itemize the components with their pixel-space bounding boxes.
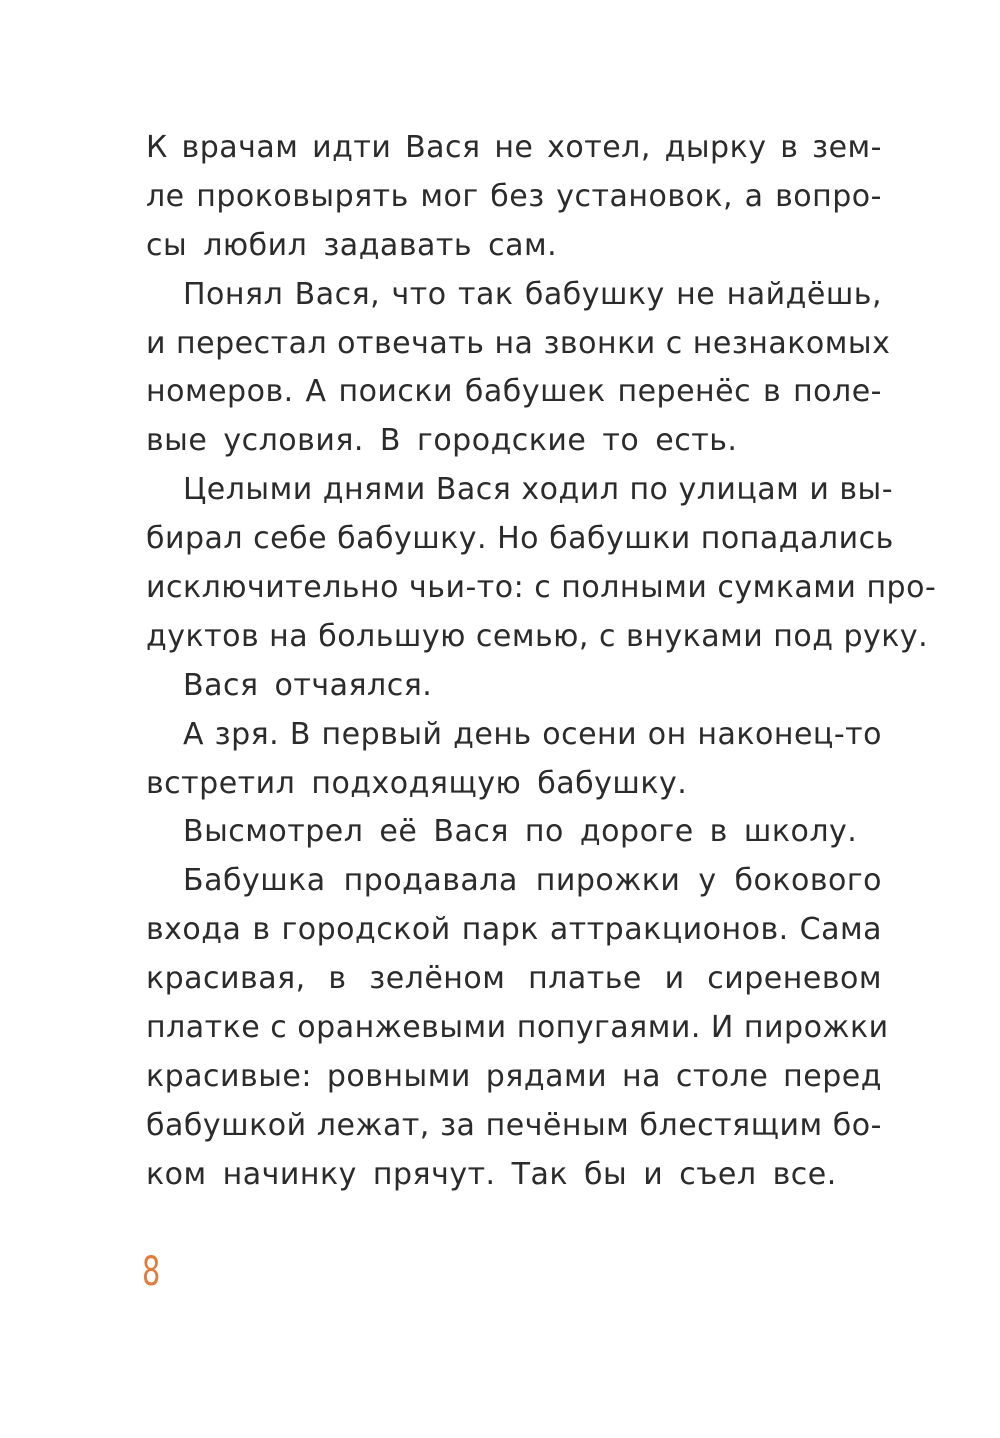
text-line: ле проковырять мог без установок, а вопро- [146,178,882,214]
text-line: дуктов на большую семью, с внуками под руку. [146,618,929,654]
text-line: бирал себе бабушку. Но бабушки попадались [146,521,894,557]
text-line: К врачам идти Вася не хотел, дырку в зем- [146,130,882,165]
text-line: встретил подходящую бабушку. [146,765,688,801]
text-line: Вася отчаялся. [183,667,433,703]
text-line: Целыми днями Вася ходил по улицам и вы- [183,472,894,508]
text-line: Бабушка продавала пирожки у бокового [183,863,882,899]
text-line: и перестал отвечать на звонки с незнакомых [146,325,891,361]
text-line: красивые: ровными рядами на столе перед [146,1058,882,1094]
text-line: входа в городской парк аттракционов. Сама [146,912,882,948]
page-number: 8 [142,1249,161,1295]
text-line: ком начинку прячут. Так бы и съел все. [146,1156,837,1192]
text-line: красивая, в зелёном платье и сиреневом [146,961,882,997]
text-line: исключительно чьи-то: с полными сумками про- [146,570,937,606]
text-line: А зря. В первый день осени он наконец-то [183,716,882,752]
text-line: номеров. А поиски бабушек перенёс в поле- [146,374,882,410]
text-line: Понял Вася, что так бабушку не найдёшь, [183,276,882,312]
text-line: сы любил задавать сам. [146,227,558,263]
text-line: бабушкой лежат, за печёным блестящим бо- [146,1107,882,1143]
text-line: вые условия. В городские то есть. [146,423,738,459]
text-line: Высмотрел её Вася по дороге в школу. [183,814,858,850]
body-text [146,124,937,1200]
text-line: платке с оранжевыми попугаями. И пирожки [146,1010,889,1046]
